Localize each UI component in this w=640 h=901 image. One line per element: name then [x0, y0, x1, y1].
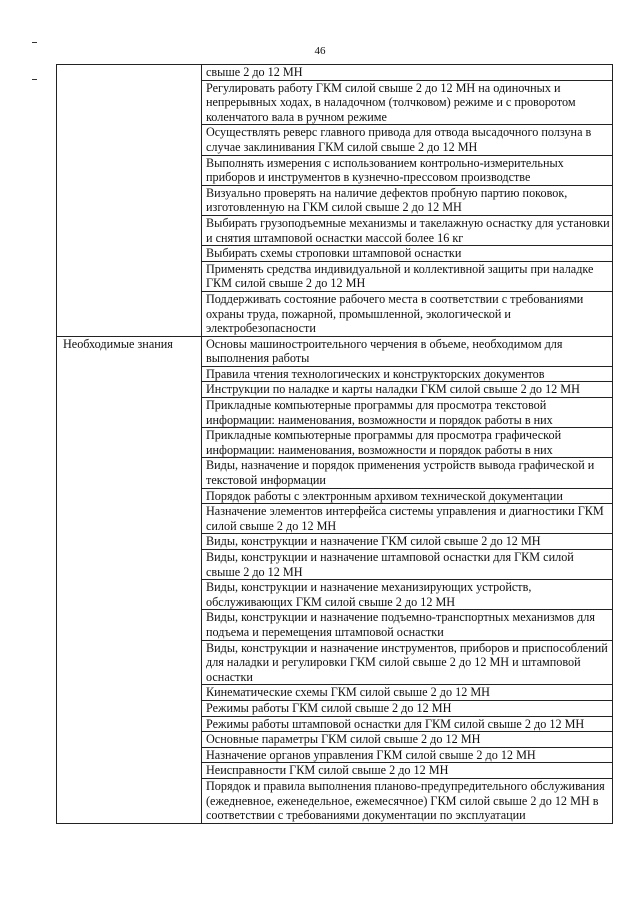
knowledge-item: Виды, конструкции и назначение механизирующих устройств, обслуживающих ГКМ силой свыше 2 до 12 МН [202, 580, 613, 610]
skills-label-cell [57, 65, 202, 337]
knowledge-item: Основы машиностроительного черчения в объеме, необходимом для выполнения работы [202, 336, 613, 366]
knowledge-item: Прикладные компьютерные программы для просмотра графической информации: наименования, возможности и порядок работы в них [202, 428, 613, 458]
knowledge-item: Порядок работы с электронным архивом технической документации [202, 488, 613, 504]
margin-mark [32, 42, 37, 43]
knowledge-item: Виды, конструкции и назначение инструментов, приборов и приспособлений для наладки и регулировки ГКМ силой свыше 2 до 12 МН и штамповой оснастки [202, 640, 613, 685]
requirements-table [56, 64, 613, 824]
knowledge-item: Режимы работы ГКМ силой свыше 2 до 12 МН [202, 700, 613, 716]
knowledge-item: Инструкции по наладке и карты наладки ГКМ силой свыше 2 до 12 МН [202, 382, 613, 398]
knowledge-label: Необходимые знания [57, 336, 202, 823]
knowledge-item: Неисправности ГКМ силой свыше 2 до 12 МН [202, 763, 613, 779]
skill-item: свыше 2 до 12 МН [202, 65, 613, 81]
knowledge-item: Режимы работы штамповой оснастки для ГКМ силой свыше 2 до 12 МН [202, 716, 613, 732]
knowledge-item: Прикладные компьютерные программы для просмотра текстовой информации: наименования, возможности и порядок работы в них [202, 398, 613, 428]
skill-item: Визуально проверять на наличие дефектов пробную партию поковок, изготовленную на ГКМ силой свыше 2 до 12 МН [202, 185, 613, 215]
skill-item: Осуществлять реверс главного привода для отвода высадочного ползуна в случае заклинивания ГКМ силой свыше 2 до 12 МН [202, 125, 613, 155]
knowledge-item: Назначение органов управления ГКМ силой свыше 2 до 12 МН [202, 747, 613, 763]
table-row [57, 336, 613, 366]
knowledge-item: Виды, конструкции и назначение штамповой оснастки для ГКМ силой свыше 2 до 12 МН [202, 550, 613, 580]
knowledge-item: Кинематические схемы ГКМ силой свыше 2 до 12 МН [202, 685, 613, 701]
knowledge-item: Порядок и правила выполнения планово-предупредительного обслуживания (ежедневное, еженедельное, ежемесячное) ГКМ силой свыше 2 до 12 МН в соответствии с требованиями документации по эксплуатации [202, 778, 613, 823]
knowledge-item: Виды, конструкции и назначение ГКМ силой свыше 2 до 12 МН [202, 534, 613, 550]
skill-item: Применять средства индивидуальной и коллективной защиты при наладке ГКМ силой свыше 2 до 12 МН [202, 261, 613, 291]
page-number: 46 [314, 45, 326, 57]
knowledge-item: Назначение элементов интерфейса системы управления и диагностики ГКМ силой свыше 2 до 12 МН [202, 504, 613, 534]
skill-item: Поддерживать состояние рабочего места в соответствии с требованиями охраны труда, пожарной, промышленной, экологической и электробезопасности [202, 291, 613, 336]
skill-item: Регулировать работу ГКМ силой свыше 2 до 12 МН на одиночных и непрерывных ходах, в наладочном (толчковом) режиме и с проворотом коленчатого вала в ручном режиме [202, 80, 613, 125]
skill-item: Выбирать грузоподъемные механизмы и такелажную оснастку для установки и снятия штамповой оснастки массой более 16 кг [202, 215, 613, 245]
knowledge-item: Правила чтения технологических и конструкторских документов [202, 366, 613, 382]
table-row [57, 65, 613, 81]
margin-mark [32, 79, 37, 80]
skill-item: Выполнять измерения с использованием контрольно-измерительных приборов и инструментов в кузнечно-прессовом производстве [202, 155, 613, 185]
knowledge-item: Виды, назначение и порядок применения устройств вывода графической и текстовой информации [202, 458, 613, 488]
knowledge-item: Виды, конструкции и назначение подъемно-транспортных механизмов для подъема и перемещения штамповой оснастки [202, 610, 613, 640]
knowledge-item: Основные параметры ГКМ силой свыше 2 до 12 МН [202, 732, 613, 748]
skill-item: Выбирать схемы строповки штамповой оснастки [202, 246, 613, 262]
